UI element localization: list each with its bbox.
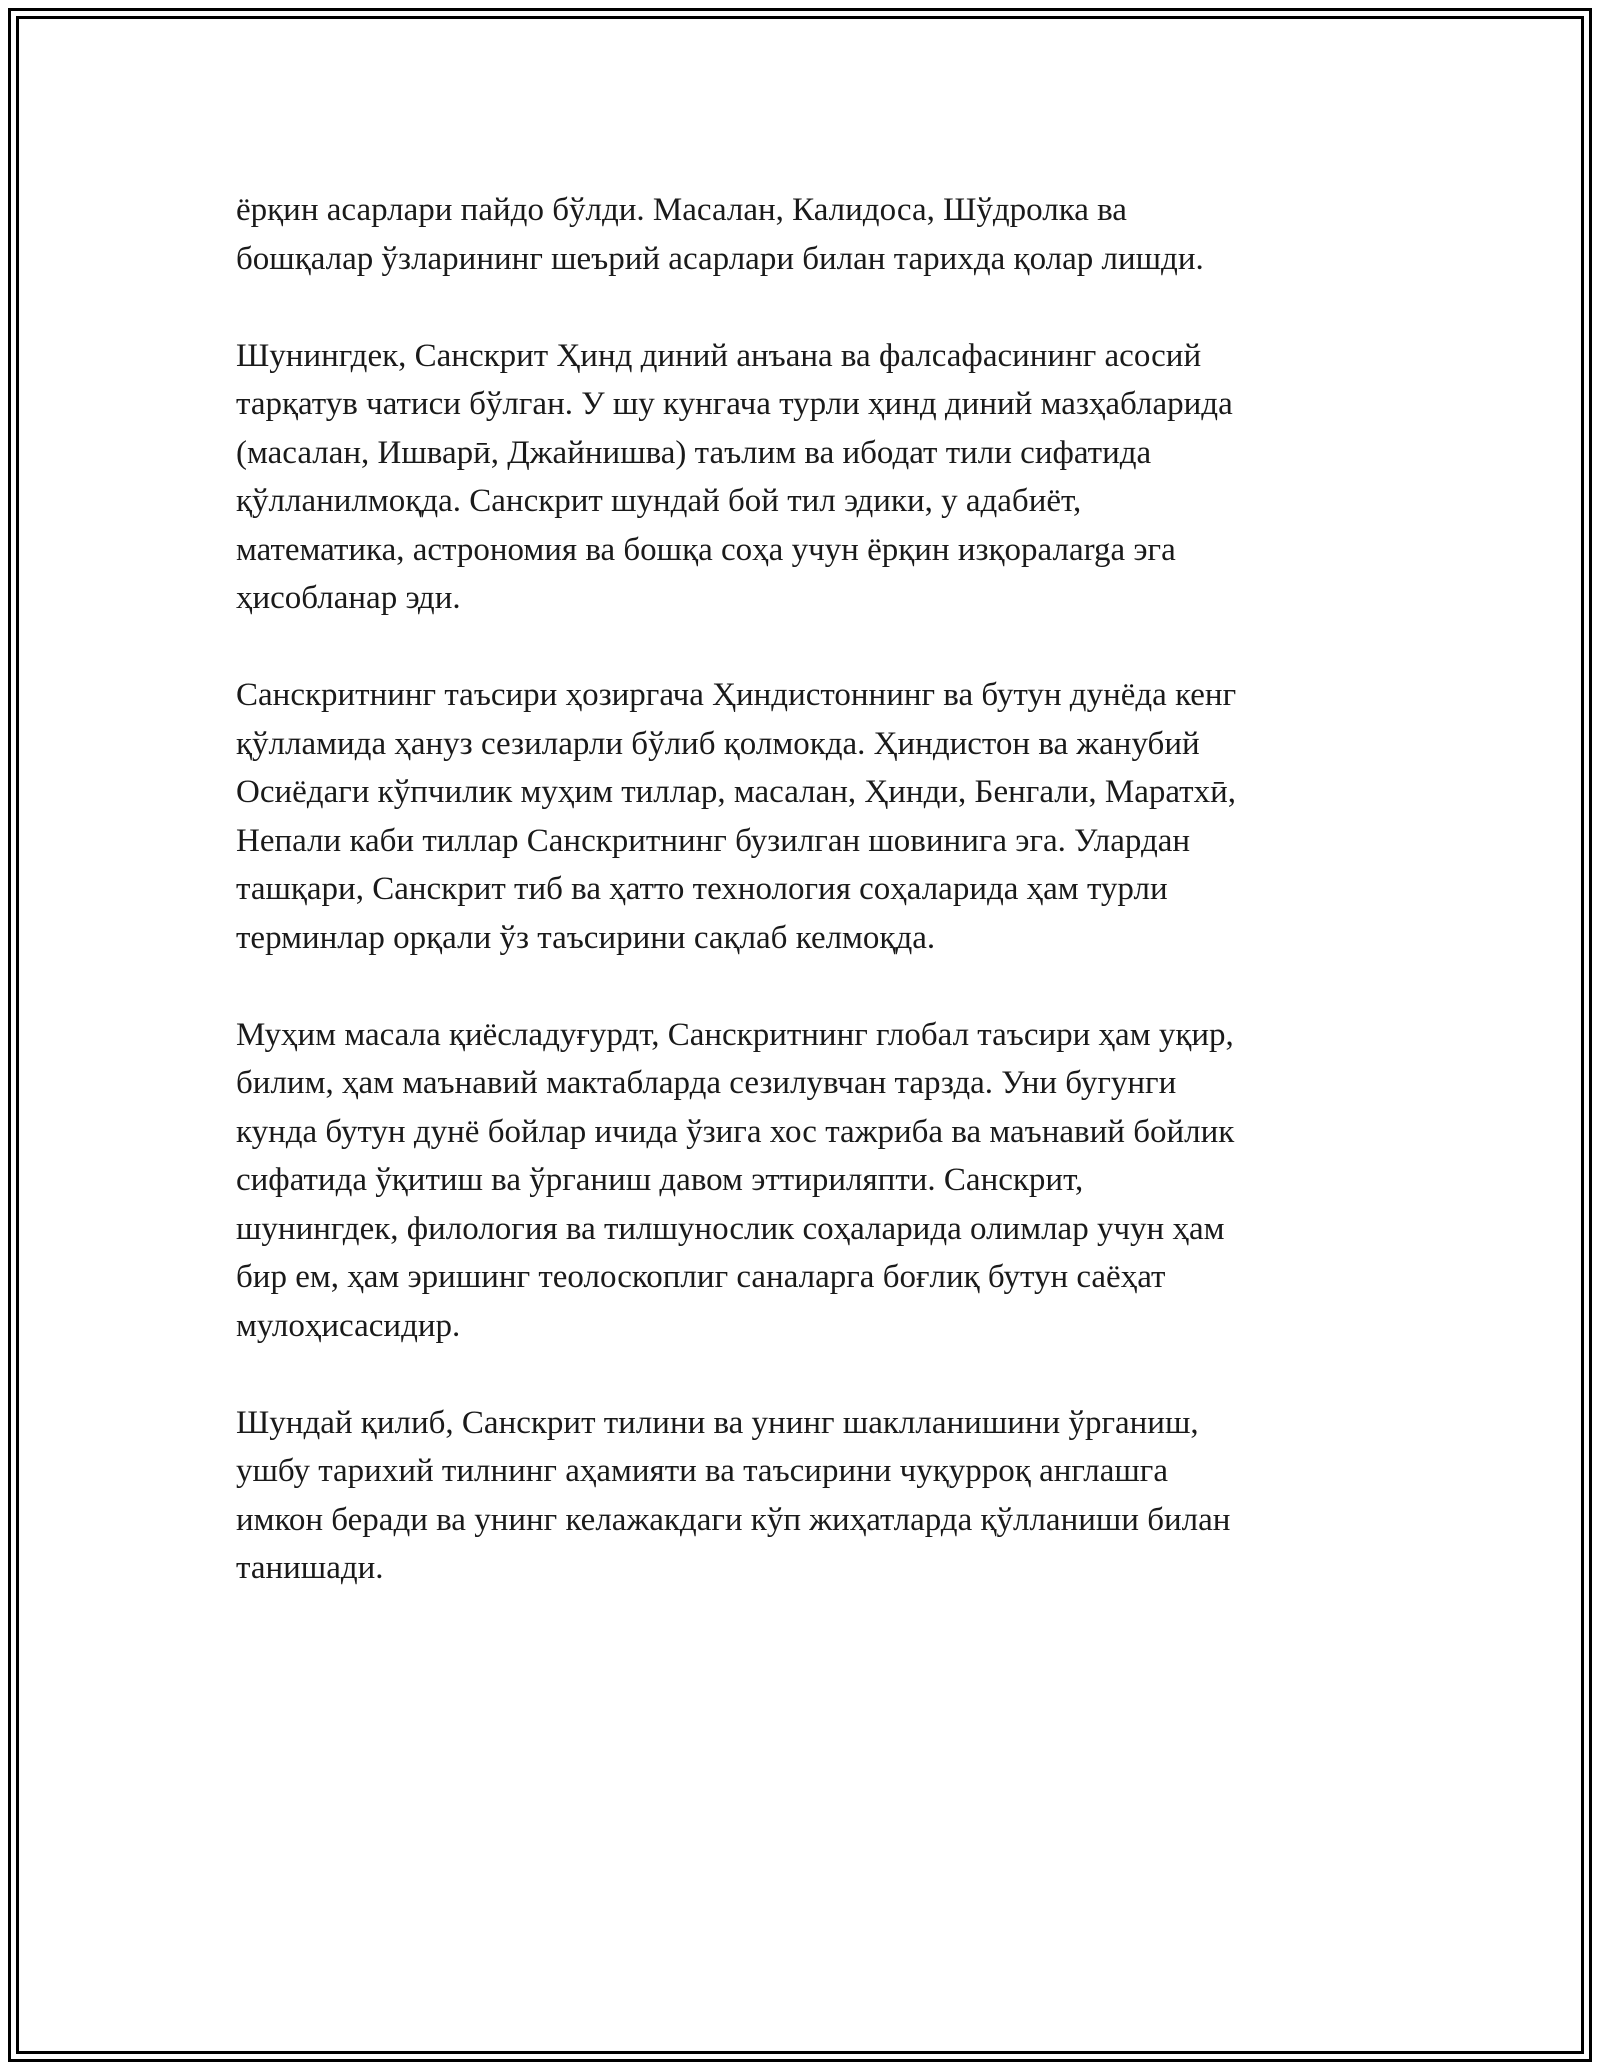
text-line: тарқатув чатиси бўлган. У шу кунгача турли ҳинд диний мазҳабларида [236,386,1233,422]
text-line: ушбу тарихий тилнинг аҳамияти ва таъсирини чуқурроқ англашга [236,1453,1168,1489]
text-line: Шундай қилиб, Санскрит тилини ва унинг шаклланишини ўрганиш, [236,1404,1199,1441]
text-line: билим, ҳам маънавий мактабларда сезилувчан тарзда. Уни бугунги [236,1065,1177,1101]
text-line: мулоҳисасидир. [236,1307,461,1344]
text-line: қўлламида ҳануз сезиларли бўлиб қолмокда. Ҳиндистон ва жанубий [236,725,1200,762]
text-line: қўлланилмоқда. Санскрит шундай бой тил эдики, у адабиёт, [236,483,1082,519]
text-line: бошқалар ўзларининг шеърий асарлари билан тарихда қолар лишди. [236,240,1204,277]
text-line: Непали каби тиллар Санскритнинг бузилган шовинига эга. Улардан [236,822,1191,859]
paragraph-2 [236,332,1396,623]
paragraph-3 [236,671,1396,962]
paragraph-5 [236,1399,1396,1593]
text-line: ёрқин асарлари пайдо бўлди. Масалан, Калидоса, Шўдролка ва [236,192,1127,228]
text-line: шунингдек, филология ва тилшунослик соҳаларида олимлар учун ҳам [236,1210,1225,1247]
text-line: танишади. [236,1550,384,1586]
text-line: кунда бутун дунё бойлар ичида ўзига хос тажриба ва маънавий бойлик [236,1113,1235,1150]
text-line: Шунингдек, Санскрит Ҳинд диний анъана ва фалсафасининг асосий [236,337,1202,374]
text-line: Муҳим масала қиёсладуғурдт, Санскритнинг глобал таъсири ҳам уқир, [236,1016,1234,1053]
text-line: бир ем, ҳам эришинг теолоскоплиг саналарга боғлиқ бутун саёҳат [236,1259,1166,1295]
text-line: Осиёдаги кўпчилик муҳим тиллар, масалан, Ҳинди, Бенгали, Маратхӣ, [236,774,1237,810]
text-line: математика, астрономия ва бошқа соҳа учун ёрқин изқоралarga эга [236,531,1176,568]
text-line: ташқари, Санскрит тиб ва ҳатто технология соҳаларида ҳам турли [236,871,1168,907]
text-line: сифатида ўқитиш ва ўрганиш давом эттириляпти. Санскрит, [236,1162,1084,1198]
text-line: Санскритнинг таъсири ҳозиргача Ҳиндистоннинг ва бутун дунёда кенг [236,677,1237,713]
text-line: терминлар орқали ўз таъсирини сақлаб келмоқда. [236,919,936,956]
text-line: имкон беради ва унинг келажакдаги кўп жиҳатларда қўлланиши билан [236,1501,1231,1538]
text-line: (масалан, Ишварӣ, Джайнишва) таълим ва ибодат тили сифатида [236,434,1152,471]
text-line: ҳисобланар эди. [236,580,461,616]
paragraph-4 [236,1011,1396,1351]
paragraph-1 [236,186,1396,283]
document-body [236,186,1396,1641]
